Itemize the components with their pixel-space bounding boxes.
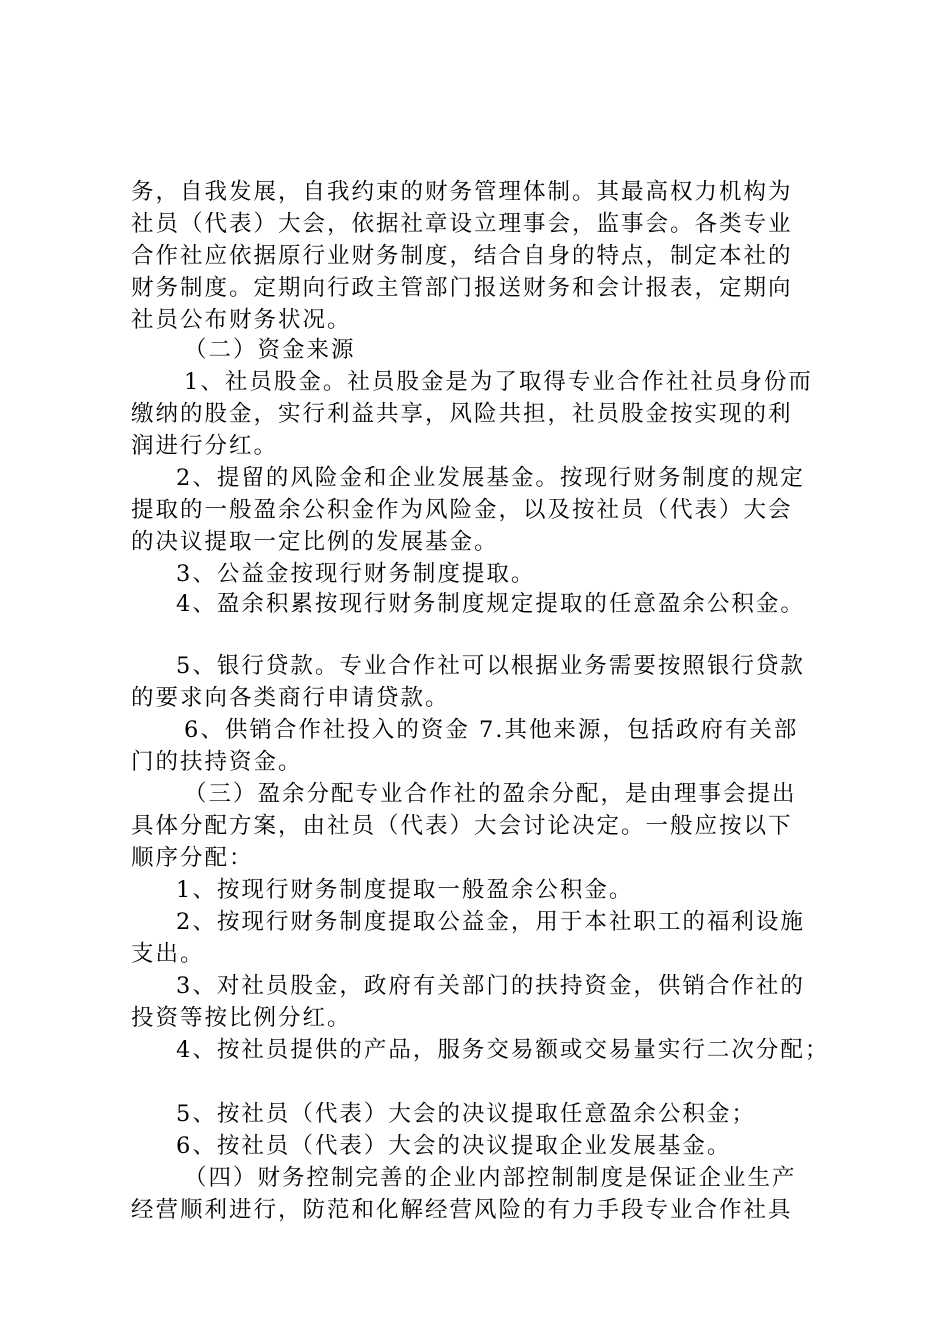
section-heading: （二）资金来源 <box>184 337 356 363</box>
text-line: 的要求向各类商行申请贷款。 <box>131 685 450 711</box>
text-line: 1、社员股金。社员股金是为了取得专业合作社社员身份而 <box>184 369 813 395</box>
text-line: 6、按社员（代表）大会的决议提取企业发展基金。 <box>176 1133 732 1159</box>
text-line: 经营顺利进行，防范和化解经营风险的有力手段专业合作社具 <box>131 1197 793 1223</box>
text-line: 3、公益金按现行财务制度提取。 <box>176 561 536 587</box>
text-line: 具体分配方案，由社员（代表）大会讨论决定。一般应按以下 <box>131 813 793 839</box>
text-line: 3、对社员股金，政府有关部门的扶持资金，供销合作社的 <box>176 973 805 999</box>
text-line: 2、按现行财务制度提取公益金，用于本社职工的福利设施 <box>176 909 805 935</box>
text-line: 财务制度。定期向行政主管部门报送财务和会计报表，定期向 <box>131 275 793 301</box>
text-line: 支出。 <box>131 941 205 967</box>
text-line: 顺序分配： <box>131 845 254 871</box>
text-line: 5、银行贷款。专业合作社可以根据业务需要按照银行贷款 <box>176 653 805 679</box>
text-line: 润进行分红。 <box>131 433 279 459</box>
text-line: 社员（代表）大会，依据社章设立理事会，监事会。各类专业 <box>131 211 793 237</box>
text-line: 提取的一般盈余公积金作为风险金，以及按社员（代表）大会 <box>131 497 793 523</box>
text-line: 的决议提取一定比例的发展基金。 <box>131 529 499 555</box>
text-line: 缴纳的股金，实行利益共享，风险共担，社员股金按实现的利 <box>131 401 793 427</box>
text-line: 投资等按比例分红。 <box>131 1005 352 1031</box>
text-line: 合作社应依据原行业财务制度，结合自身的特点，制定本社的 <box>131 243 793 269</box>
text-line: 4、盈余积累按现行财务制度规定提取的任意盈余公积金。 <box>176 591 805 617</box>
text-line: 4、按社员提供的产品，服务交易额或交易量实行二次分配； <box>176 1037 830 1063</box>
section-heading: （四）财务控制完善的企业内部控制制度是保证企业生产 <box>184 1165 797 1191</box>
section-heading: （三）盈余分配专业合作社的盈余分配，是由理事会提出 <box>184 781 797 807</box>
text-line: 1、按现行财务制度提取一般盈余公积金。 <box>176 877 634 903</box>
text-line: 务，自我发展，自我约束的财务管理体制。其最高权力机构为 <box>131 179 793 205</box>
text-line: 社员公布财务状况。 <box>131 307 352 333</box>
text-line: 2、提留的风险金和企业发展基金。按现行财务制度的规定 <box>176 465 805 491</box>
text-line: 6、供销合作社投入的资金 7.其他来源，包括政府有关部 <box>184 717 799 743</box>
text-line: 门的扶持资金。 <box>131 749 303 775</box>
text-line: 5、按社员（代表）大会的决议提取任意盈余公积金； <box>176 1101 756 1127</box>
